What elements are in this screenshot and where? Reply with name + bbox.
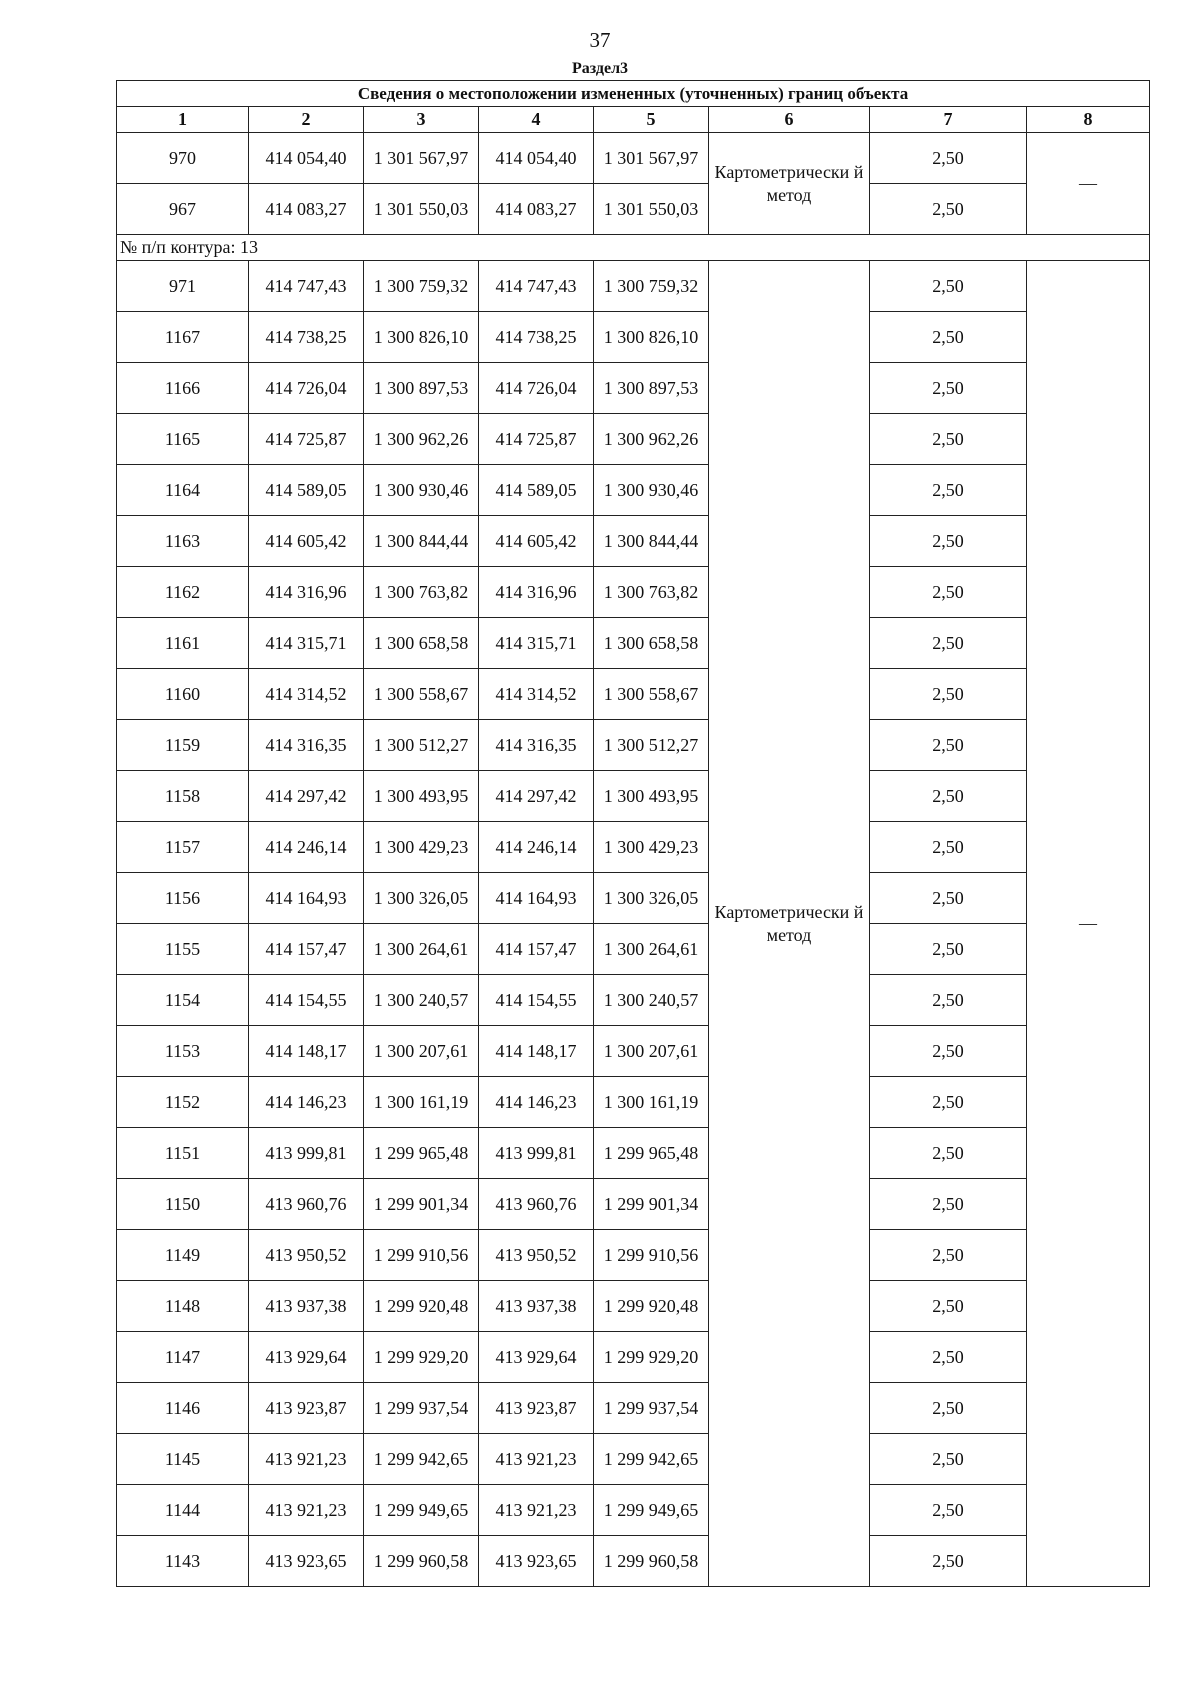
y-new-cell: 1 300 897,53	[594, 363, 709, 414]
y-new-cell: 1 300 844,44	[594, 516, 709, 567]
y-new-cell: 1 300 207,61	[594, 1026, 709, 1077]
x-existing-cell: 414 054,40	[249, 133, 364, 184]
y-existing-cell: 1 299 901,34	[364, 1179, 479, 1230]
y-new-cell: 1 300 763,82	[594, 567, 709, 618]
table-row	[117, 771, 1150, 822]
note-cell: —	[1027, 261, 1150, 1587]
x-existing-cell: 414 154,55	[249, 975, 364, 1026]
y-new-cell: 1 300 240,57	[594, 975, 709, 1026]
x-new-cell: 413 950,52	[479, 1230, 594, 1281]
contour-label: № п/п контура: 13	[117, 235, 1150, 261]
y-existing-cell: 1 300 558,67	[364, 669, 479, 720]
accuracy-cell: 2,50	[870, 975, 1027, 1026]
y-new-cell: 1 300 962,26	[594, 414, 709, 465]
x-existing-cell: 413 950,52	[249, 1230, 364, 1281]
table-row	[117, 669, 1150, 720]
point-number-cell: 1163	[117, 516, 249, 567]
accuracy-cell: 2,50	[870, 873, 1027, 924]
point-number-cell: 1145	[117, 1434, 249, 1485]
accuracy-cell: 2,50	[870, 1179, 1027, 1230]
x-new-cell: 414 605,42	[479, 516, 594, 567]
section-title: Раздел3	[571, 60, 629, 77]
y-new-cell: 1 300 658,58	[594, 618, 709, 669]
point-number-cell: 1166	[117, 363, 249, 414]
x-existing-cell: 414 157,47	[249, 924, 364, 975]
x-existing-cell: 413 921,23	[249, 1485, 364, 1536]
point-number-cell: 1146	[117, 1383, 249, 1434]
x-new-cell: 414 146,23	[479, 1077, 594, 1128]
table-row	[117, 1179, 1150, 1230]
point-number-cell: 1159	[117, 720, 249, 771]
x-existing-cell: 414 083,27	[249, 184, 364, 235]
x-new-cell: 414 164,93	[479, 873, 594, 924]
accuracy-cell: 2,50	[870, 1128, 1027, 1179]
accuracy-cell: 2,50	[870, 720, 1027, 771]
x-new-cell: 414 316,96	[479, 567, 594, 618]
point-number-cell: 1165	[117, 414, 249, 465]
point-number-cell: 971	[117, 261, 249, 312]
y-existing-cell: 1 300 429,23	[364, 822, 479, 873]
table-row	[117, 516, 1150, 567]
column-number: 8	[1027, 107, 1150, 133]
y-new-cell: 1 300 493,95	[594, 771, 709, 822]
x-existing-cell: 414 605,42	[249, 516, 364, 567]
x-new-cell: 413 937,38	[479, 1281, 594, 1332]
point-number-cell: 970	[117, 133, 249, 184]
x-existing-cell: 413 929,64	[249, 1332, 364, 1383]
table-row	[117, 822, 1150, 873]
table-row	[117, 720, 1150, 771]
accuracy-cell: 2,50	[870, 1230, 1027, 1281]
column-number: 1	[117, 107, 249, 133]
point-number-cell: 1151	[117, 1128, 249, 1179]
y-new-cell: 1 299 965,48	[594, 1128, 709, 1179]
x-existing-cell: 414 314,52	[249, 669, 364, 720]
y-existing-cell: 1 300 512,27	[364, 720, 479, 771]
x-existing-cell: 414 726,04	[249, 363, 364, 414]
y-new-cell: 1 300 264,61	[594, 924, 709, 975]
y-existing-cell: 1 300 493,95	[364, 771, 479, 822]
y-existing-cell: 1 300 264,61	[364, 924, 479, 975]
x-existing-cell: 414 747,43	[249, 261, 364, 312]
x-new-cell: 413 929,64	[479, 1332, 594, 1383]
table-caption: Сведения о местоположении измененных (уточненных) границ объекта	[117, 81, 1150, 107]
y-new-cell: 1 300 558,67	[594, 669, 709, 720]
y-new-cell: 1 301 550,03	[594, 184, 709, 235]
y-existing-cell: 1 300 759,32	[364, 261, 479, 312]
point-number-cell: 967	[117, 184, 249, 235]
x-existing-cell: 414 148,17	[249, 1026, 364, 1077]
x-new-cell: 414 154,55	[479, 975, 594, 1026]
table-row	[117, 363, 1150, 414]
y-new-cell: 1 300 826,10	[594, 312, 709, 363]
x-new-cell: 413 921,23	[479, 1485, 594, 1536]
page-number: 37	[589, 28, 611, 52]
accuracy-cell: 2,50	[870, 567, 1027, 618]
table-row	[117, 1434, 1150, 1485]
table-row	[117, 1536, 1150, 1587]
column-number: 2	[249, 107, 364, 133]
x-existing-cell: 414 246,14	[249, 822, 364, 873]
y-existing-cell: 1 300 826,10	[364, 312, 479, 363]
x-new-cell: 414 747,43	[479, 261, 594, 312]
method-cell: Картометрически й метод	[709, 133, 870, 235]
table-row	[117, 1485, 1150, 1536]
accuracy-cell: 2,50	[870, 1281, 1027, 1332]
table-row	[117, 975, 1150, 1026]
x-existing-cell: 414 316,96	[249, 567, 364, 618]
y-existing-cell: 1 300 844,44	[364, 516, 479, 567]
point-number-cell: 1144	[117, 1485, 249, 1536]
x-new-cell: 414 054,40	[479, 133, 594, 184]
accuracy-cell: 2,50	[870, 618, 1027, 669]
accuracy-cell: 2,50	[870, 414, 1027, 465]
point-number-cell: 1150	[117, 1179, 249, 1230]
x-existing-cell: 413 923,65	[249, 1536, 364, 1587]
accuracy-cell: 2,50	[870, 1536, 1027, 1587]
table-row	[117, 465, 1150, 516]
accuracy-cell: 2,50	[870, 1332, 1027, 1383]
x-new-cell: 414 314,52	[479, 669, 594, 720]
accuracy-cell: 2,50	[870, 312, 1027, 363]
accuracy-cell: 2,50	[870, 924, 1027, 975]
accuracy-cell: 2,50	[870, 1077, 1027, 1128]
y-existing-cell: 1 300 240,57	[364, 975, 479, 1026]
y-existing-cell: 1 299 960,58	[364, 1536, 479, 1587]
table-row	[117, 184, 1150, 235]
table-row	[117, 414, 1150, 465]
x-new-cell: 414 148,17	[479, 1026, 594, 1077]
accuracy-cell: 2,50	[870, 1383, 1027, 1434]
y-existing-cell: 1 299 929,20	[364, 1332, 479, 1383]
table-row	[117, 873, 1150, 924]
table-row	[117, 312, 1150, 363]
x-new-cell: 414 297,42	[479, 771, 594, 822]
point-number-cell: 1161	[117, 618, 249, 669]
y-existing-cell: 1 300 658,58	[364, 618, 479, 669]
accuracy-cell: 2,50	[870, 184, 1027, 235]
column-number: 7	[870, 107, 1027, 133]
x-existing-cell: 414 316,35	[249, 720, 364, 771]
point-number-cell: 1160	[117, 669, 249, 720]
table-row	[117, 1281, 1150, 1332]
point-number-cell: 1162	[117, 567, 249, 618]
x-existing-cell: 414 725,87	[249, 414, 364, 465]
x-new-cell: 414 738,25	[479, 312, 594, 363]
y-new-cell: 1 300 759,32	[594, 261, 709, 312]
y-new-cell: 1 300 326,05	[594, 873, 709, 924]
accuracy-cell: 2,50	[870, 261, 1027, 312]
y-new-cell: 1 299 949,65	[594, 1485, 709, 1536]
column-number-row	[117, 107, 1150, 133]
y-new-cell: 1 300 429,23	[594, 822, 709, 873]
y-existing-cell: 1 300 326,05	[364, 873, 479, 924]
x-new-cell: 413 921,23	[479, 1434, 594, 1485]
accuracy-cell: 2,50	[870, 822, 1027, 873]
y-existing-cell: 1 300 161,19	[364, 1077, 479, 1128]
y-new-cell: 1 300 161,19	[594, 1077, 709, 1128]
y-existing-cell: 1 300 207,61	[364, 1026, 479, 1077]
column-number: 4	[479, 107, 594, 133]
boundary-coordinates-table	[116, 80, 1150, 1587]
accuracy-cell: 2,50	[870, 1434, 1027, 1485]
y-new-cell: 1 300 512,27	[594, 720, 709, 771]
x-new-cell: 413 960,76	[479, 1179, 594, 1230]
x-existing-cell: 413 923,87	[249, 1383, 364, 1434]
method-cell: Картометрически й метод	[709, 261, 870, 1587]
column-number: 5	[594, 107, 709, 133]
y-new-cell: 1 299 942,65	[594, 1434, 709, 1485]
point-number-cell: 1153	[117, 1026, 249, 1077]
y-existing-cell: 1 299 937,54	[364, 1383, 479, 1434]
x-existing-cell: 414 738,25	[249, 312, 364, 363]
column-number: 6	[709, 107, 870, 133]
x-new-cell: 414 315,71	[479, 618, 594, 669]
y-existing-cell: 1 301 550,03	[364, 184, 479, 235]
table-row	[117, 133, 1150, 184]
x-existing-cell: 414 146,23	[249, 1077, 364, 1128]
table-row	[117, 1026, 1150, 1077]
x-existing-cell: 413 937,38	[249, 1281, 364, 1332]
accuracy-cell: 2,50	[870, 133, 1027, 184]
point-number-cell: 1143	[117, 1536, 249, 1587]
accuracy-cell: 2,50	[870, 516, 1027, 567]
y-existing-cell: 1 300 897,53	[364, 363, 479, 414]
x-new-cell: 414 725,87	[479, 414, 594, 465]
y-existing-cell: 1 301 567,97	[364, 133, 479, 184]
table-row	[117, 1077, 1150, 1128]
table-row	[117, 261, 1150, 312]
table-row	[117, 924, 1150, 975]
x-new-cell: 414 157,47	[479, 924, 594, 975]
x-new-cell: 413 999,81	[479, 1128, 594, 1179]
x-existing-cell: 413 921,23	[249, 1434, 364, 1485]
point-number-cell: 1149	[117, 1230, 249, 1281]
point-number-cell: 1157	[117, 822, 249, 873]
y-new-cell: 1 299 937,54	[594, 1383, 709, 1434]
table-row	[117, 567, 1150, 618]
table-row	[117, 1332, 1150, 1383]
accuracy-cell: 2,50	[870, 771, 1027, 822]
y-existing-cell: 1 300 930,46	[364, 465, 479, 516]
y-new-cell: 1 299 929,20	[594, 1332, 709, 1383]
x-new-cell: 414 246,14	[479, 822, 594, 873]
point-number-cell: 1164	[117, 465, 249, 516]
accuracy-cell: 2,50	[870, 669, 1027, 720]
x-new-cell: 413 923,87	[479, 1383, 594, 1434]
point-number-cell: 1147	[117, 1332, 249, 1383]
accuracy-cell: 2,50	[870, 1485, 1027, 1536]
accuracy-cell: 2,50	[870, 465, 1027, 516]
y-new-cell: 1 299 920,48	[594, 1281, 709, 1332]
x-existing-cell: 414 164,93	[249, 873, 364, 924]
y-new-cell: 1 299 901,34	[594, 1179, 709, 1230]
table-row	[117, 1230, 1150, 1281]
x-existing-cell: 414 315,71	[249, 618, 364, 669]
y-existing-cell: 1 299 949,65	[364, 1485, 479, 1536]
note-cell: —	[1027, 133, 1150, 235]
x-new-cell: 414 316,35	[479, 720, 594, 771]
point-number-cell: 1152	[117, 1077, 249, 1128]
accuracy-cell: 2,50	[870, 363, 1027, 414]
y-existing-cell: 1 300 962,26	[364, 414, 479, 465]
x-existing-cell: 414 297,42	[249, 771, 364, 822]
y-existing-cell: 1 299 920,48	[364, 1281, 479, 1332]
point-number-cell: 1167	[117, 312, 249, 363]
x-new-cell: 414 083,27	[479, 184, 594, 235]
y-existing-cell: 1 299 910,56	[364, 1230, 479, 1281]
table-row	[117, 618, 1150, 669]
x-new-cell: 414 589,05	[479, 465, 594, 516]
y-new-cell: 1 299 960,58	[594, 1536, 709, 1587]
x-existing-cell: 413 999,81	[249, 1128, 364, 1179]
x-existing-cell: 414 589,05	[249, 465, 364, 516]
point-number-cell: 1158	[117, 771, 249, 822]
y-new-cell: 1 300 930,46	[594, 465, 709, 516]
y-existing-cell: 1 300 763,82	[364, 567, 479, 618]
accuracy-cell: 2,50	[870, 1026, 1027, 1077]
table-row	[117, 1128, 1150, 1179]
point-number-cell: 1156	[117, 873, 249, 924]
y-existing-cell: 1 299 942,65	[364, 1434, 479, 1485]
x-existing-cell: 413 960,76	[249, 1179, 364, 1230]
y-existing-cell: 1 299 965,48	[364, 1128, 479, 1179]
y-new-cell: 1 299 910,56	[594, 1230, 709, 1281]
point-number-cell: 1148	[117, 1281, 249, 1332]
point-number-cell: 1155	[117, 924, 249, 975]
column-number: 3	[364, 107, 479, 133]
table-row	[117, 1383, 1150, 1434]
x-new-cell: 414 726,04	[479, 363, 594, 414]
x-new-cell: 413 923,65	[479, 1536, 594, 1587]
point-number-cell: 1154	[117, 975, 249, 1026]
y-new-cell: 1 301 567,97	[594, 133, 709, 184]
